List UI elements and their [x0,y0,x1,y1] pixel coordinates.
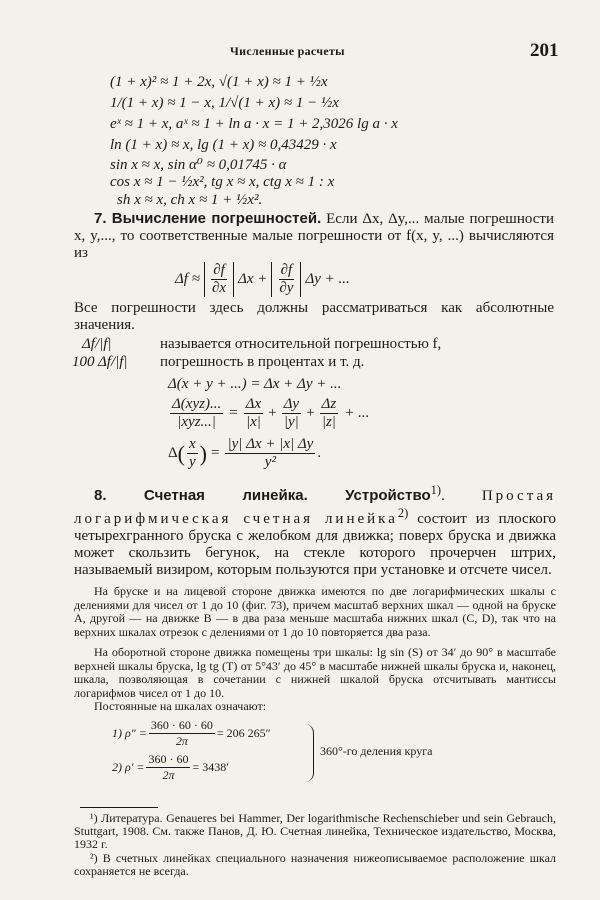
scales-paragraph-1: На бруске и на лицевой стороне движка имеются по две логарифмических шкалы с делениями для чисел от 1 до 10 (фиг. 73), причем масштаб верхних шкал — одной на бруске A, другой — на движке B — в два раза меньше масштаба нижних шкал (C, D), так что на верхних шкалах отрезок с делениями от 1 до 10 повторяется два раза. [74,584,556,639]
formula-line-4: ln (1 + x) ≈ x, lg (1 + x) ≈ 0,43429 · x [110,137,337,153]
rhs-dx: Δx [245,396,262,412]
section8-heading: 8. Счетная линейка. Устройство [94,487,431,504]
section7-intro: Если Δx, Δy,... малые погрешности x, y,..., то соответственные малые погрешности от f(x, y, ...) вычисляются из [74,211,554,261]
rhs-absx: |x| [245,414,261,430]
quotient-error-equation: Δ ( x y ) = $\frac{|y| \Delta x + |x| \Delta y}{\text{y²}}$ . [168,436,322,470]
quotient-num: |y| Δx + |x| Δy [227,436,314,452]
section8-text: состоит из плоского четырехгранного бруска с желобком для движка; поверх бруска и движка может скользить бегунок, на стекле которого прочерчен штрих, называемый визиром, которым пользуются при установке и отсчете чисел. [74,511,556,578]
rho-seconds-label: 1) ρ″ = [112,726,147,740]
scales-paragraph-2: На оборотной стороне движка помещены три шкалы: lg sin (S) от 34′ до 90° в масштабе верхней шкалы бруска, lg tg (T) от 5°43′ до 45° в масштабе нижней шкалы бруска и, наконец, шкала, позволяющая в сочетании с нижней шкалой бруска отсчитывать мантиссы логарифмов чисел от 1 до 10. [74,645,556,700]
error-formula-lhs: Δf ≈ [175,271,200,287]
rhs-absy: |y| [283,414,299,430]
constant-rho-seconds [112,718,271,749]
product-num: Δ(xyz)... [172,396,222,412]
running-title: Численные расчеты [230,44,345,58]
delta-y-term: Δy + ... [305,271,350,287]
formula-line-5: sin x ≈ x, sin α⁰ ≈ 0,01745 · α [110,157,287,173]
constants-intro: Постоянные на шкалах означают: [94,699,267,713]
formula-line-6: cos x ≈ 1 − ½x², tg x ≈ x, ctg x ≈ 1 : x [110,174,335,190]
formula-line-2: 1/(1 + x) ≈ 1 − x, 1/√(1 + x) ≈ 1 − ½x [110,95,339,111]
brace-label: 360°-го деления круга [320,744,433,758]
rho-minutes-label: 2) ρ′ = [112,760,145,774]
page-number: 201 [530,40,559,61]
partial-x: ∂x [211,280,227,296]
formula-line-3: eˣ ≈ 1 + x, aˣ ≈ 1 + ln a · x = 1 + 2,3026 lg a · x [110,116,398,132]
footnote-ref-1: 1) [430,483,442,497]
relative-error-text: называется относительной погрешностью f, [160,336,442,352]
quotient-x: x [188,436,196,452]
product-error-equation: Δ(xyz)... |xyz...| = $\frac{\Delta x}{|x|}$ + $\frac{\Delta y}{|y|}$ + $\frac{\Delta z}{|z|}$ + ... [172,396,370,430]
rhs-dy: Δy [283,396,300,412]
rho-seconds-num: 360 · 60 · 60 [150,718,213,732]
footnote-ref-2: 2) [397,506,409,520]
delta-x-term: Δx + [238,271,268,287]
footnote-2: ²) В счетных линейках специального назначения нижеописываемое расположение шкал сохраняется не всегда. [74,851,556,878]
absolute-values-note: Все погрешности здесь должны рассматриваться как абсолютные значения. [74,300,554,333]
section7-heading: 7. Вычисление погрешностей. [94,210,322,227]
partial-y: ∂y [279,280,294,296]
rho-minutes-value: = 3438′ [192,760,229,774]
rho-minutes-num: 360 · 60 [148,752,189,766]
sum-error-equation: Δ(x + y + ...) = Δx + Δy + ... [168,376,342,392]
section8-paragraph: 8. Счетная линейка. Устройство$^{1)}$. Простая логарифмическая счетная линейка$^{2)}$ состоит из плоского четырехгранного бруска с желобком для движка; поверх бруска и движка может скользить бегунок, на стекле которого прочерчен штрих, называемый визиром, которым пользуются при установке и отсчете чисел. [74,483,557,578]
formula-line-1: (1 + x)² ≈ 1 + 2x, √(1 + x) ≈ 1 + ½x [110,74,328,90]
quotient-den: y² [264,454,276,470]
formula-line-7: sh x ≈ x, ch x ≈ 1 + ½x². [117,192,263,208]
percent-error-symbol: 100 Δf/|f| [72,354,128,370]
rho-seconds-den: 2π [175,734,188,748]
right-brace [305,724,314,782]
product-den: |xyz...| [177,414,216,430]
rhs-absz: |z| [321,414,336,430]
section7-intro-paragraph [74,210,554,262]
rhs-dz: Δz [321,396,337,412]
relative-error-symbol: Δf/|f| [82,336,112,352]
partial-f-2: ∂f [280,262,293,278]
partial-f-1: ∂f [213,262,225,278]
quotient-y: y [188,454,196,470]
rho-minutes-den: 2π [162,768,175,782]
constant-rho-minutes [112,752,229,783]
rho-seconds-value: = 206 265″ [216,726,271,740]
rhs-tail: + ... [344,405,370,421]
percent-error-text: погрешность в процентах и т. д. [160,354,365,370]
section8-spaced-term: Простая логарифмическая счетная линейка [74,488,557,527]
footnote-1: ¹) Литература. Genaueres bei Hammer, Der logarithmische Rechenschieber und sein Gebrauch, Stuttgart, 1908. См. также Панов, Д. Ю. Счетная линейка, Техническое издательство, Москва, 1932 г. [74,811,556,851]
footnote-rule [80,807,158,808]
error-formula [175,262,350,297]
